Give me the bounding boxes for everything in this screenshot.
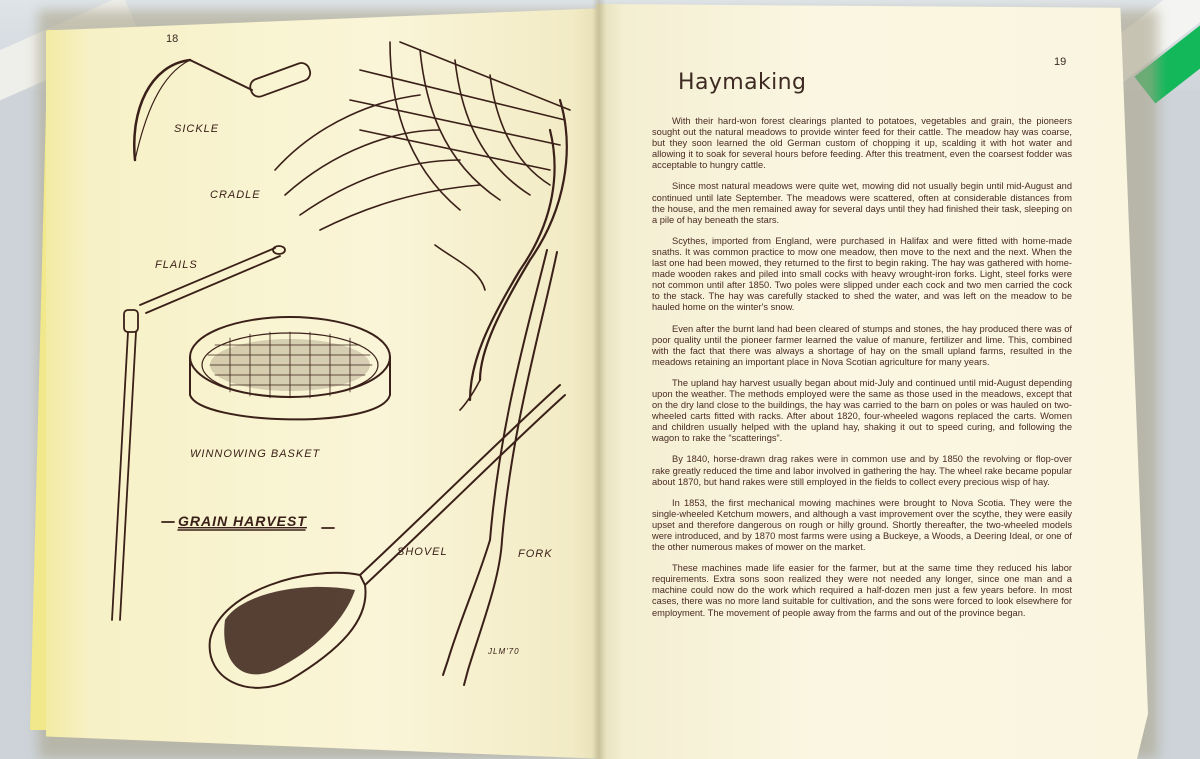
label-sickle: SICKLE — [174, 123, 220, 135]
book-gutter — [592, 0, 606, 759]
label-grain-harvest: GRAIN HARVEST — [178, 513, 307, 529]
paragraph: Scythes, imported from England, were purchased in Halifax and were fitted with home-made snaths. It was common practice to mow one meadow, then move to the next and the next. When the last one had been mowed, they returned to the first to begin raking. The hay was gathered with home-made wooden rakes and piled into small cocks with heavy wrought-iron forks. Light, steel forks were not common until after 1850. Two poles were slipped under each cock and two men carried the cock to the stack. The hay was carefully stacked to shed the water, and was left on the meadow to be hauled home on the winter's snow. — [652, 235, 1072, 313]
paragraph: With their hard-won forest clearings planted to potatoes, vegetables and grain, the pioneers sought out the natural meadows to provide winter feed for their cattle. The meadow hay was coarse, but they soon learned the old German custom of chopping it up, scalding it with hot water and allowing it to soak for several hours before feeding. After this treatment, even the coarsest fodder was acceptable to hungry cattle. — [652, 116, 1072, 171]
shovel-shading — [224, 587, 355, 675]
label-winnowing-basket: WINNOWING BASKET — [190, 448, 321, 460]
label-shovel: SHOVEL — [397, 546, 448, 558]
page-number-left: 18 — [166, 33, 179, 45]
label-fork: FORK — [518, 548, 553, 560]
grain-harvest-illustration — [60, 20, 580, 710]
label-cradle: CRADLE — [210, 189, 261, 201]
article-body — [652, 116, 1072, 629]
sickle-drawing — [134, 60, 312, 160]
label-flails: FLAILS — [155, 259, 198, 271]
basket-mesh — [210, 339, 370, 391]
paragraph: Since most natural meadows were quite wet, mowing did not usually begin until mid-August and continued until late September. The meadows were scattered, often at considerable distances from the house, and the men remained away for several days until they had finished their task, sleeping on a pile of hay beneath the stars. — [652, 181, 1072, 225]
page-number-right: 19 — [1054, 56, 1067, 68]
paragraph: By 1840, horse-drawn drag rakes were in common use and by 1850 the revolving or flop-over rake greatly reduced the time and labor involved in gathering the hay. The wheel rake became popular about 1870, but hand rakes were still employed in the fields to collect every precious wisp of hay. — [652, 454, 1072, 487]
paragraph: Even after the burnt land had been cleared of stumps and stones, the hay produced there was of poor quality until the pioneer farmer learned the value of manure, fertilizer and lime. This, combined with the fact that there was always a shortage of hay on the small upland farms, resulted in the meadows retaining an important place in Nova Scotian agriculture for many years. — [652, 323, 1072, 367]
page-title: Haymaking — [678, 70, 807, 95]
paragraph: In 1853, the first mechanical mowing machines were brought to Nova Scotia. They were the single-wheeled Ketchum mowers, and although a vast improvement over the scythe, they were easily upset and therefore dangerous on rough or hilly ground. Shortly thereafter, the two-wheeled models were introduced, and by 1870 most farms were using a Buckeye, a Woods, a Deering Ideal, or one of the other numerous makes of mower on the market. — [652, 497, 1072, 553]
flails-drawing — [112, 246, 285, 620]
paragraph: The upland hay harvest usually began about mid-July and continued until mid-August depending upon the weather. The methods employed were the same as those used in the meadows, except that on the dry land close to the buildings, the hay was carried to the barn on poles or was hauled on two-wheeled carts fitted with racks. After about 1820, four-wheeled wagons replaced the carts. Women and children usually helped with the upland hay, shaking it out to speed curing, and following the wagon to rake the “scatterings”. — [652, 377, 1072, 444]
artist-signature: JLM'70 — [488, 647, 520, 656]
paragraph: These machines made life easier for the farmer, but at the same time they reduced his labor requirements. Extra sons soon realized they were not needed any longer, since one man and a machine could now do the work which required a half-dozen men just a few years before. In most cases, there was no more land suitable for cultivation, and the sons were forced to look elsewhere for employment. The movement of people away from the farms and out of the province began. — [652, 563, 1072, 618]
